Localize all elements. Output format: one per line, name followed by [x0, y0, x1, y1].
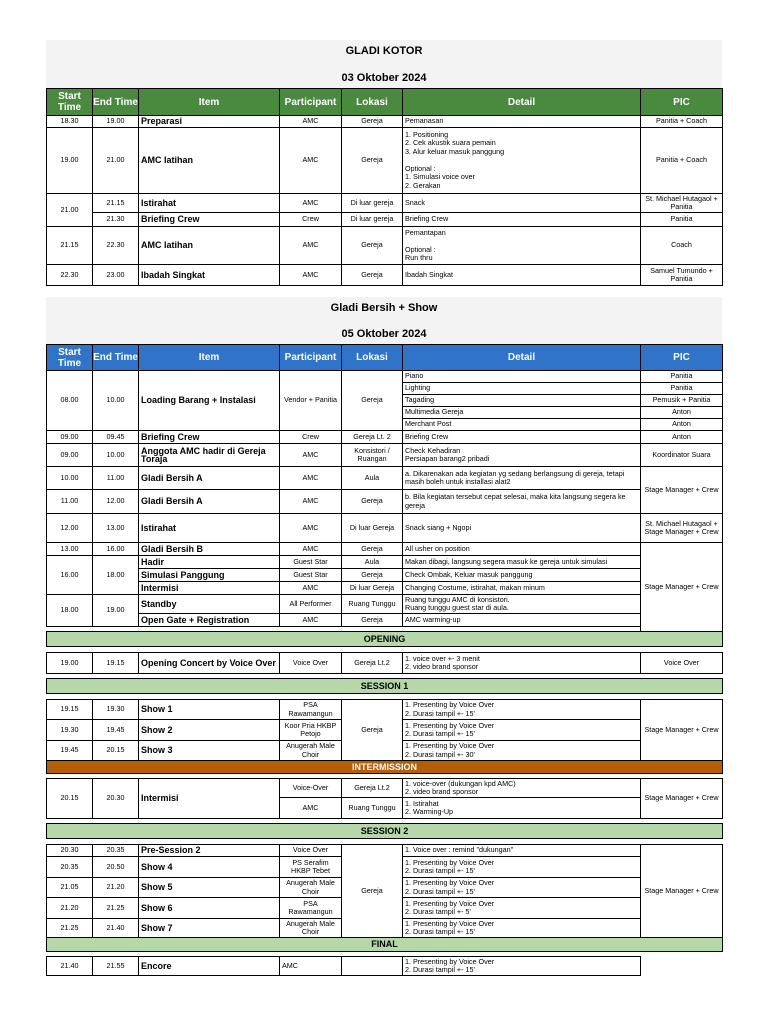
section-row: [47, 824, 723, 839]
end-time: 19.00: [93, 116, 139, 128]
participant: AMC: [280, 957, 342, 976]
item: Gladi Bersih A: [139, 467, 280, 490]
detail: 1. Positioning 2. Cek akustik suara pemain 3. Alur keluar masuk panggung Optional : 1. Simulasi voice over 2. Gerakan: [403, 128, 641, 194]
item: Show 6: [139, 898, 280, 919]
pic: Stage Manager + Crew: [641, 700, 723, 761]
detail: 1. Presenting by Voice Over 2. Durasi tampil +- 15': [403, 878, 641, 898]
table-row: [47, 595, 723, 614]
pic: Stage Manager + Crew: [641, 543, 723, 632]
item: Open Gate + Registration: [139, 614, 280, 627]
header-pic: PIC: [641, 89, 723, 116]
detail: Lighting: [403, 383, 641, 395]
participant: Guest Star: [280, 556, 342, 569]
pic: Koordinator Suara: [641, 444, 723, 467]
table-row: [47, 700, 723, 720]
pic: Pemusik + Panitia: [641, 395, 723, 407]
header-end-time: End Time: [93, 89, 139, 116]
lokasi: Gereja: [342, 371, 403, 431]
lokasi: Di luar gereja: [342, 213, 403, 227]
day1-title: GLADI KOTOR: [345, 45, 423, 57]
detail: Makan dibagi, langsung segera masuk ke gereja untuk simulasi: [403, 556, 641, 569]
lokasi: [342, 957, 403, 976]
table-row: [47, 490, 723, 514]
header-lokasi: Lokasi: [342, 89, 403, 116]
table-row: [47, 194, 723, 213]
end-time: 20.30: [93, 779, 139, 819]
pic: Panitia: [641, 371, 723, 383]
header-start-time: Start Time: [47, 89, 93, 116]
lokasi: Gereja: [342, 116, 403, 128]
detail: Pemanasan: [403, 116, 641, 128]
detail: Briefing Crew: [403, 213, 641, 227]
item: Anggota AMC hadir di Gereja Toraja: [139, 444, 280, 467]
section-label-session-2: SESSION 2: [47, 824, 723, 839]
detail: 1. Istirahat 2. Warming-Up: [403, 798, 641, 819]
lokasi: Gereja: [342, 700, 403, 761]
end-time: 13.00: [93, 514, 139, 543]
item: Gladi Bersih A: [139, 490, 280, 514]
end-time: 19.45: [93, 720, 139, 741]
detail: 1. Presenting by Voice Over 2. Durasi tampil +- 15': [403, 957, 641, 976]
table-row: [47, 543, 723, 556]
detail: Check Kehadiran Persiapan barang2 pribadi: [403, 444, 641, 467]
participant: Anugerah Male Choir: [280, 878, 342, 898]
item: Briefing Crew: [139, 213, 280, 227]
detail: 1. Presenting by Voice Over 2. Durasi tampil +- 15': [403, 919, 641, 938]
detail: 1. voice-over (dukungan kpd AMC) 2. video brand sponsor: [403, 779, 641, 798]
lokasi: Gereja Lt.2: [342, 779, 403, 798]
participant: AMC: [280, 265, 342, 286]
start-time: 19.45: [47, 741, 93, 761]
detail: Merchant Post: [403, 419, 641, 431]
end-time: 16.00: [93, 543, 139, 556]
table-row: [47, 779, 723, 798]
start-time: 19.15: [47, 700, 93, 720]
item: Show 7: [139, 919, 280, 938]
start-time: 19.00: [47, 128, 93, 194]
day2-schedule-table: [46, 344, 723, 976]
pic: St. Michael Hutagaol + Panitia: [641, 194, 723, 213]
item: Ibadah Singkat: [139, 265, 280, 286]
day1-date: 03 Oktober 2024: [341, 72, 427, 84]
detail: 1. voice over +- 3 menit 2. video brand sponsor: [403, 653, 641, 674]
item: Gladi Bersih B: [139, 543, 280, 556]
detail: Changing Costume, istirahat, makan minum: [403, 582, 641, 595]
item: Pre-Session 2: [139, 845, 280, 857]
table-row: [47, 431, 723, 444]
participant: Vendor + Panitia: [280, 371, 342, 431]
participant: AMC: [280, 543, 342, 556]
item: Show 3: [139, 741, 280, 761]
table-row: [47, 582, 723, 595]
section-row: [47, 679, 723, 694]
participant: Voice-Over: [280, 779, 342, 798]
detail: Briefing Crew: [403, 431, 641, 444]
section-label-intermission: INTERMISSION: [47, 761, 723, 774]
pic: Anton: [641, 419, 723, 431]
start-time: 09.00: [47, 431, 93, 444]
end-time: 20.15: [93, 741, 139, 761]
start-time: 21.05: [47, 878, 93, 898]
header-participant: Participant: [280, 89, 342, 116]
participant: AMC: [280, 116, 342, 128]
table-row: [47, 614, 723, 627]
participant: Anugerah Male Choir: [280, 741, 342, 761]
item: Istirahat: [139, 194, 280, 213]
header-participant: Participant: [280, 345, 342, 371]
end-time: 22.30: [93, 227, 139, 265]
item: AMC latihan: [139, 227, 280, 265]
item: Istirahat: [139, 514, 280, 543]
table-row: [47, 514, 723, 543]
participant: PSA Rawamangun: [280, 898, 342, 919]
pic: Panitia: [641, 213, 723, 227]
detail: 1. Presenting by Voice Over 2. Durasi tampil +- 15': [403, 700, 641, 720]
item: Loading Barang + Instalasi: [139, 371, 280, 431]
table-header-row: [47, 345, 723, 371]
header-lokasi: Lokasi: [342, 345, 403, 371]
end-time: 21.00: [93, 128, 139, 194]
header-item: Item: [139, 89, 280, 116]
end-time: 09.45: [93, 431, 139, 444]
section-label-opening: OPENING: [47, 632, 723, 647]
participant: AMC: [280, 467, 342, 490]
item: Intermisi: [139, 779, 280, 819]
lokasi: Konsistori / Ruangan: [342, 444, 403, 467]
section-row: [47, 632, 723, 647]
item: Encore: [139, 957, 280, 976]
lokasi: Gereja: [342, 490, 403, 514]
end-time: 21.30: [93, 213, 139, 227]
end-time: 19.00: [93, 595, 139, 627]
end-time: 20.50: [93, 857, 139, 878]
detail: All usher on position: [403, 543, 641, 556]
header-item: Item: [139, 345, 280, 371]
start-time: 20.35: [47, 857, 93, 878]
lokasi: Aula: [342, 556, 403, 569]
lokasi: Ruang Tunggu: [342, 595, 403, 614]
detail: Check Ombak, Keluar masuk panggung: [403, 569, 641, 582]
detail: Ruang tunggu AMC di konsistori. Ruang tunggu guest star di aula.: [403, 595, 641, 614]
detail: a. Dikarenakan ada kegiatan yg sedang berlangsung di gereja, tetapi masih boleh untuk installasi alat2: [403, 467, 641, 490]
start-time: 18.00: [47, 595, 93, 627]
item: Opening Concert by Voice Over: [139, 653, 280, 674]
detail: 1. Voice over : remind "dukungan": [403, 845, 641, 857]
detail: Ibadah Singkat: [403, 265, 641, 286]
start-time: 21.25: [47, 919, 93, 938]
table-row: [47, 265, 723, 286]
item: Preparasi: [139, 116, 280, 128]
detail: 1. Presenting by Voice Over 2. Durasi tampil +- 5': [403, 898, 641, 919]
pic: Samuel Tumundo + Panitia: [641, 265, 723, 286]
start-time: 22.30: [47, 265, 93, 286]
item: Intermisi: [139, 582, 280, 595]
item: Show 1: [139, 700, 280, 720]
item: Hadir: [139, 556, 280, 569]
participant: AMC: [280, 614, 342, 627]
table-row: [47, 128, 723, 194]
lokasi: Gereja: [342, 227, 403, 265]
end-time: 21.15: [93, 194, 139, 213]
end-time: 19.30: [93, 700, 139, 720]
participant: Crew: [280, 213, 342, 227]
lokasi: Di luar gereja: [342, 194, 403, 213]
lokasi: Ruang Tunggu: [342, 798, 403, 819]
end-time: 18.00: [93, 556, 139, 595]
participant: All Performer: [280, 595, 342, 614]
detail: 1. Presenting by Voice Over 2. Durasi tampil +- 15': [403, 720, 641, 741]
participant: PS Serafim HKBP Tebet: [280, 857, 342, 878]
table-row: [47, 653, 723, 674]
end-time: 19.15: [93, 653, 139, 674]
pic: Panitia: [641, 383, 723, 395]
table-row: [47, 213, 723, 227]
section-label-session-1: SESSION 1: [47, 679, 723, 694]
participant: Guest Star: [280, 569, 342, 582]
section-row: [47, 761, 723, 774]
table-row: [47, 845, 723, 857]
table-header-row: [47, 89, 723, 116]
start-time: 08.00: [47, 371, 93, 431]
pic: Panitia + Coach: [641, 116, 723, 128]
pic: Panitia + Coach: [641, 128, 723, 194]
table-row: [47, 556, 723, 569]
participant: AMC: [280, 444, 342, 467]
detail: Piano: [403, 371, 641, 383]
lokasi: Gereja Lt. 2: [342, 431, 403, 444]
end-time: 20.35: [93, 845, 139, 857]
detail: Multimedia Gereja: [403, 407, 641, 419]
item: Briefing Crew: [139, 431, 280, 444]
lokasi: Gereja: [342, 543, 403, 556]
detail: b. Bila kegiatan tersebut cepat selesai, maka kita langsung segera ke gereja: [403, 490, 641, 514]
start-time: 21.15: [47, 227, 93, 265]
lokasi: Gereja: [342, 845, 403, 938]
lokasi: Gereja: [342, 128, 403, 194]
end-time: 21.40: [93, 919, 139, 938]
participant: AMC: [280, 128, 342, 194]
participant: Crew: [280, 431, 342, 444]
table-row: [47, 116, 723, 128]
header-start-time: Start Time: [47, 345, 93, 371]
item: Show 5: [139, 878, 280, 898]
end-time: 12.00: [93, 490, 139, 514]
table-row: [47, 569, 723, 582]
lokasi: Di luar Gereja: [342, 514, 403, 543]
lokasi: Gereja: [342, 265, 403, 286]
participant: AMC: [280, 582, 342, 595]
end-time: 21.55: [93, 957, 139, 976]
pic: Anton: [641, 431, 723, 444]
participant: AMC: [280, 798, 342, 819]
lokasi: Gereja: [342, 614, 403, 627]
participant: Koor Pria HKBP Petojo: [280, 720, 342, 741]
item: Show 4: [139, 857, 280, 878]
start-time: 16.00: [47, 556, 93, 595]
start-time: 19.30: [47, 720, 93, 741]
participant: Anugerah Male Choir: [280, 919, 342, 938]
start-time: 18.30: [47, 116, 93, 128]
table-row: [47, 467, 723, 490]
table-row: [47, 227, 723, 265]
lokasi: Gereja Lt.2: [342, 653, 403, 674]
item: AMC latihan: [139, 128, 280, 194]
start-time: 21.00: [47, 194, 93, 227]
day2-title: Gladi Bersih + Show: [330, 302, 438, 314]
detail: 1. Presenting by Voice Over 2. Durasi tampil +- 30': [403, 741, 641, 761]
item: Show 2: [139, 720, 280, 741]
start-time: 21.20: [47, 898, 93, 919]
day1-schedule-table: [46, 88, 723, 296]
header-pic: PIC: [641, 345, 723, 371]
pic: Coach: [641, 227, 723, 265]
section-label-final: FINAL: [47, 938, 723, 952]
item: Standby: [139, 595, 280, 614]
day2-date: 05 Oktober 2024: [341, 328, 427, 340]
start-time: 12.00: [47, 514, 93, 543]
participant: PSA Rawamangun: [280, 700, 342, 720]
item: Simulasi Panggung: [139, 569, 280, 582]
participant: Voice Over: [280, 845, 342, 857]
pic: Stage Manager + Crew: [641, 845, 723, 938]
detail: Snack: [403, 194, 641, 213]
detail: 1. Presenting by Voice Over 2. Durasi tampil +- 15': [403, 857, 641, 878]
participant: Voice Over: [280, 653, 342, 674]
start-time: 10.00: [47, 467, 93, 490]
start-time: 20.15: [47, 779, 93, 819]
pic: Stage Manager + Crew: [641, 467, 723, 514]
table-row: [47, 444, 723, 467]
pic: Anton: [641, 407, 723, 419]
header-detail: Detail: [403, 89, 641, 116]
section-row: [47, 938, 723, 952]
table-row: [47, 957, 723, 976]
start-time: 09.00: [47, 444, 93, 467]
participant: AMC: [280, 227, 342, 265]
end-time: 10.00: [93, 371, 139, 431]
table-row: [47, 371, 723, 383]
lokasi: Gereja: [342, 569, 403, 582]
detail: Snack siang + Ngopi: [403, 514, 641, 543]
participant: AMC: [280, 514, 342, 543]
pic: Stage Manager + Crew: [641, 779, 723, 819]
header-end-time: End Time: [93, 345, 139, 371]
lokasi: Aula: [342, 467, 403, 490]
end-time: 21.25: [93, 898, 139, 919]
detail: Pemantapan Optional : Run thru: [403, 227, 641, 265]
start-time: 11.00: [47, 490, 93, 514]
start-time: 19.00: [47, 653, 93, 674]
end-time: 23.00: [93, 265, 139, 286]
start-time: 20.30: [47, 845, 93, 857]
participant: AMC: [280, 490, 342, 514]
end-time: 21.20: [93, 878, 139, 898]
detail: Tagading: [403, 395, 641, 407]
end-time: 10.00: [93, 444, 139, 467]
header-detail: Detail: [403, 345, 641, 371]
start-time: 13.00: [47, 543, 93, 556]
end-time: 11.00: [93, 467, 139, 490]
pic: Voice Over: [641, 653, 723, 674]
lokasi: Di luar Gereja: [342, 582, 403, 595]
start-time: 21.40: [47, 957, 93, 976]
participant: AMC: [280, 194, 342, 213]
detail: AMC warming-up: [403, 614, 641, 627]
spacer-row: [47, 286, 723, 296]
pic: St. Michael Hutagaol + Stage Manager + Crew: [641, 514, 723, 543]
